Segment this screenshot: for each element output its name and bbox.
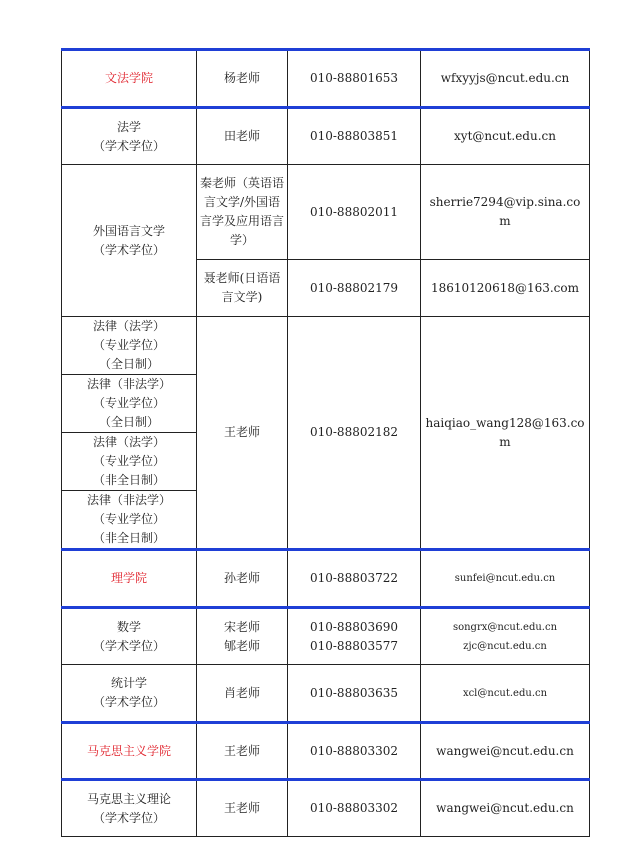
- teacher-name: 王老师: [197, 723, 288, 780]
- college-name: 马克思主义学院: [62, 723, 197, 780]
- phone-number: 010-88803302: [288, 780, 421, 837]
- major-name-line1: 法律（非法学）: [86, 493, 171, 507]
- major-name: [62, 665, 197, 723]
- college-name: 文法学院: [62, 50, 197, 108]
- major-degree-type: （专业学位）: [92, 454, 165, 468]
- teacher-name: 宋老师: [223, 619, 260, 634]
- major-row-waiguoyu: [62, 165, 590, 260]
- email-address: wfxyyjs@ncut.edu.cn: [421, 50, 590, 108]
- phone-number: 010-88802011: [288, 165, 421, 260]
- major-row-faxue: [62, 108, 590, 165]
- email-address: sunfei@ncut.edu.cn: [421, 550, 590, 608]
- teacher-name: 王老师: [197, 780, 288, 837]
- teacher-name: 田老师: [197, 108, 288, 165]
- major-name-line1: 外国语言文学: [92, 223, 165, 238]
- email-address: songrx@ncut.edu.cn: [452, 621, 558, 633]
- teacher-name: 孙老师: [197, 550, 288, 608]
- email-address: wangwei@ncut.edu.cn: [421, 780, 590, 837]
- major-name: [62, 780, 197, 837]
- major-name-line1: 马克思主义理论: [86, 791, 171, 806]
- major-name: [62, 375, 197, 433]
- teacher-name: 肖老师: [197, 665, 288, 723]
- major-study-mode: （非全日制）: [92, 531, 165, 545]
- email-address: zjc@ncut.edu.cn: [463, 640, 547, 652]
- teacher-name: 杨老师: [197, 50, 288, 108]
- major-degree-type: （学术学位）: [92, 638, 165, 653]
- college-row-makesi: [62, 723, 590, 780]
- major-name: [62, 608, 197, 665]
- teacher-name: 聂老师(日语语言文学): [197, 260, 288, 317]
- phone-number: 010-88803851: [288, 108, 421, 165]
- major-name-line1: 法学: [116, 119, 141, 134]
- major-row-makesi-theory: [62, 780, 590, 837]
- email-address: wangwei@ncut.edu.cn: [421, 723, 590, 780]
- major-row-falv-1: [62, 317, 590, 375]
- major-name: [62, 433, 197, 491]
- college-row-lixue: [62, 550, 590, 608]
- phone-number: 010-88802182: [288, 317, 421, 550]
- major-name: [62, 165, 197, 317]
- major-degree-type: （学术学位）: [92, 695, 165, 709]
- major-degree-type: （学术学位）: [92, 242, 165, 257]
- major-name: [62, 108, 197, 165]
- teacher-name: 秦老师（英语语言文学/外国语言学及应用语言学）: [197, 165, 288, 260]
- college-row-wenfa: [62, 50, 590, 108]
- email-address: xyt@ncut.edu.cn: [421, 108, 590, 165]
- major-degree-type: （专业学位）: [92, 512, 165, 526]
- major-name: [62, 317, 197, 375]
- phone-number: 010-88803690: [309, 619, 399, 634]
- email-address: 18610120618@163.com: [421, 260, 590, 317]
- email-address: sherrie7294@vip.sina.com: [421, 165, 590, 260]
- teacher-names: [197, 608, 288, 665]
- major-degree-type: （专业学位）: [92, 338, 165, 352]
- phone-number: 010-88803722: [288, 550, 421, 608]
- major-name-line1: 数学: [116, 619, 141, 634]
- major-name-line1: 法律（法学）: [92, 435, 165, 449]
- teacher-name: 王老师: [197, 317, 288, 550]
- major-name-line1: 法律（法学）: [92, 319, 165, 333]
- email-address: haiqiao_wang128@163.com: [421, 317, 590, 550]
- major-degree-type: （学术学位）: [92, 810, 165, 825]
- major-row-tongji: [62, 665, 590, 723]
- major-study-mode: （全日制）: [98, 357, 159, 371]
- email-address: xcl@ncut.edu.cn: [421, 665, 590, 723]
- major-name: [62, 491, 197, 550]
- major-degree-type: （专业学位）: [92, 396, 165, 410]
- teacher-name: 郇老师: [223, 638, 260, 653]
- major-study-mode: （非全日制）: [92, 473, 165, 487]
- phone-number: 010-88802179: [288, 260, 421, 317]
- major-row-shuxue: [62, 608, 590, 665]
- phone-number: 010-88801653: [288, 50, 421, 108]
- email-addresses: [421, 608, 590, 665]
- phone-number: 010-88803577: [309, 638, 399, 653]
- college-name: 理学院: [62, 550, 197, 608]
- major-study-mode: （全日制）: [98, 415, 159, 429]
- major-name-line1: 法律（非法学）: [86, 377, 171, 391]
- major-name-line1: 统计学: [110, 676, 147, 690]
- contact-table: [61, 48, 590, 837]
- phone-number: 010-88803635: [288, 665, 421, 723]
- phone-numbers: [288, 608, 421, 665]
- major-degree-type: （学术学位）: [92, 138, 165, 153]
- phone-number: 010-88803302: [288, 723, 421, 780]
